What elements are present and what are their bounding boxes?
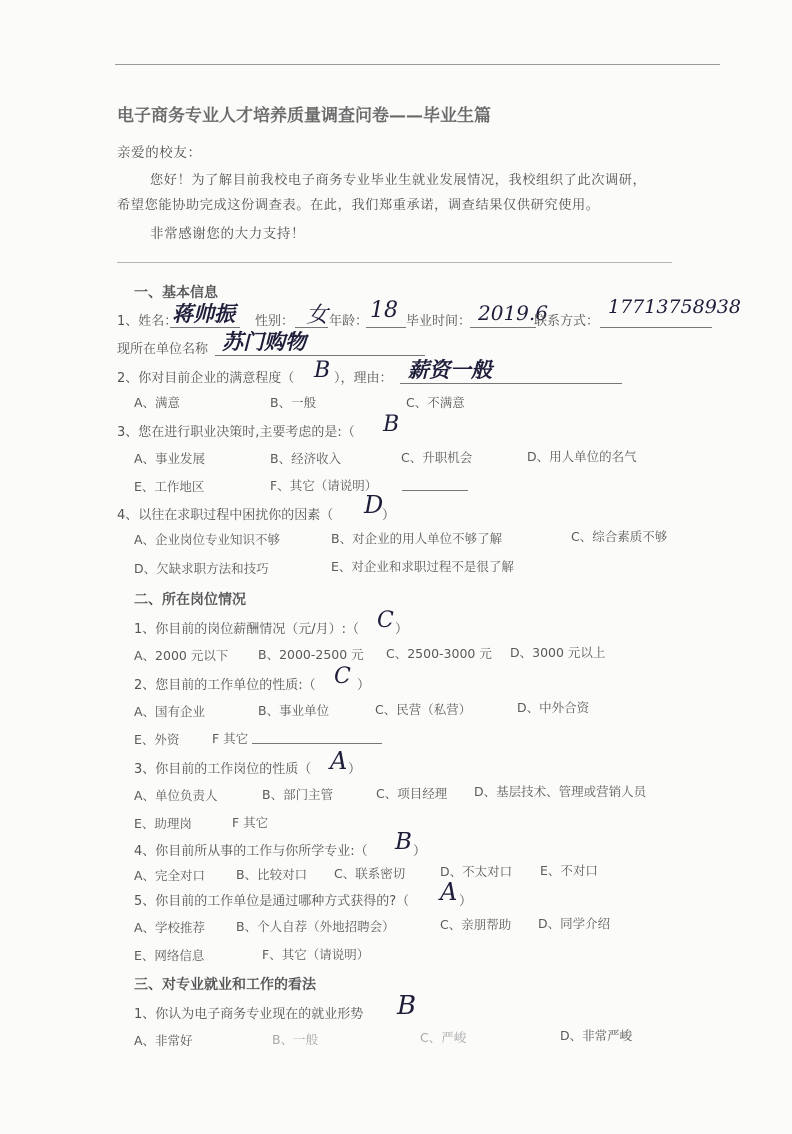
option: A、满意 xyxy=(134,395,181,410)
section-heading-views: 三、对专业就业和工作的看法 xyxy=(134,977,316,993)
option: E、外资 xyxy=(134,732,180,747)
option: C、联系密切 xyxy=(334,866,406,881)
option: A、单位负责人 xyxy=(134,788,218,803)
option: B、部门主管 xyxy=(262,787,334,802)
option: D、用人单位的名气 xyxy=(527,449,637,464)
q-career-decision: 3、您在进行职业决策时,主要考虑的是:（ xyxy=(117,425,355,440)
close-paren: ） xyxy=(357,678,371,693)
option: A、事业发展 xyxy=(134,451,206,466)
option: D、欠缺求职方法和技巧 xyxy=(134,561,269,576)
option: A、企业岗位专业知识不够 xyxy=(134,532,281,547)
q-major-match: 4、你目前所从事的工作与你所学专业:（ xyxy=(134,844,368,859)
age-value: 18 xyxy=(370,298,398,323)
option: F 其它 xyxy=(232,815,269,830)
option: F 其它 xyxy=(212,731,249,746)
other-underline xyxy=(252,743,382,744)
q-employment-outlook: 1、你认为电子商务专业现在的就业形势 xyxy=(134,1007,364,1022)
option: E、网络信息 xyxy=(134,948,205,963)
section-heading-position: 二、所在岗位情况 xyxy=(134,592,246,608)
intro-paragraph-line1: 您好！为了解目前我校电子商务专业毕业生就业发展情况，我校组织了此次调研， xyxy=(150,173,647,188)
option: B、比较对口 xyxy=(236,867,308,882)
gender-value: 女 xyxy=(306,303,329,328)
option: C、不满意 xyxy=(406,395,465,410)
q-job-search-obstacles: 4、以往在求职过程中困扰你的因素（ xyxy=(117,508,334,523)
intro-divider xyxy=(117,262,672,263)
option: D、不太对口 xyxy=(440,864,513,879)
employer-label: 现所在单位名称 xyxy=(117,342,209,357)
employer-underline xyxy=(215,355,425,356)
answer-salary: C xyxy=(377,608,394,633)
reason-label: ），理由： xyxy=(334,371,393,386)
option: C、严峻 xyxy=(420,1030,467,1045)
option: F、其它（请说明） xyxy=(270,478,378,493)
option: C、民营（私营） xyxy=(375,702,472,717)
option: C、2500-3000 元 xyxy=(386,646,492,661)
option: E、工作地区 xyxy=(134,479,205,494)
document-title: 电子商务专业人才培养质量调查问卷——毕业生篇 xyxy=(117,106,491,126)
option: A、非常好 xyxy=(134,1033,193,1048)
option: A、2000 元以下 xyxy=(134,648,229,663)
option: D、基层技术、管理或营销人员 xyxy=(474,784,647,799)
answer-employment-outlook: B xyxy=(397,991,417,1021)
thanks-line: 非常感谢您的大力支持！ xyxy=(150,226,306,242)
graduation-label: 毕业时间： xyxy=(406,314,472,329)
option: B、一般 xyxy=(270,395,317,410)
option: B、事业单位 xyxy=(258,703,330,718)
name-value: 蒋帅振 xyxy=(172,301,235,326)
option: C、项目经理 xyxy=(376,786,448,801)
answer-job-search-obstacles: D xyxy=(364,491,384,519)
option: D、3000 元以上 xyxy=(510,645,606,660)
option: A、国有企业 xyxy=(134,704,206,719)
option: D、中外合资 xyxy=(517,700,590,715)
age-label: 年龄： xyxy=(329,314,369,329)
answer-satisfaction: B xyxy=(314,358,331,383)
answer-career-decision: B xyxy=(383,412,400,437)
option: C、升职机会 xyxy=(401,450,473,465)
option: E、不对口 xyxy=(540,863,598,878)
answer-job-channel: A xyxy=(440,878,458,906)
intro-paragraph-line2: 希望您能协助完成这份调查表。在此，我们郑重承诺，调查结果仅供研究使用。 xyxy=(117,198,600,213)
employer-value: 苏门购物 xyxy=(222,329,306,354)
contact-underline xyxy=(600,327,712,328)
answer-position-type: A xyxy=(330,747,348,775)
contact-label: 联系方式： xyxy=(534,314,600,329)
q-satisfaction: 2、你对目前企业的满意程度（ xyxy=(117,371,295,386)
option: D、同学介绍 xyxy=(538,916,611,931)
option: B、个人自荐（外地招聘会） xyxy=(236,919,395,934)
close-paren: ） xyxy=(459,894,473,909)
option: E、助理岗 xyxy=(134,816,192,831)
reason-underline xyxy=(400,383,622,384)
option: B、经济收入 xyxy=(270,451,342,466)
name-label: 1、姓名： xyxy=(117,314,178,329)
age-underline xyxy=(366,327,406,328)
close-paren: ） xyxy=(395,622,409,637)
close-paren: ） xyxy=(413,844,427,859)
close-paren: ） xyxy=(348,762,362,777)
greeting: 亲爱的校友： xyxy=(117,145,202,161)
graduation-value: 2019.6 xyxy=(478,301,548,325)
option: F、其它（请说明） xyxy=(262,947,370,962)
option: C、综合素质不够 xyxy=(571,529,668,544)
q-salary: 1、你目前的岗位薪酬情况（元/月）:（ xyxy=(134,622,360,637)
option: A、学校推荐 xyxy=(134,920,206,935)
reason-value: 薪资一般 xyxy=(408,357,492,382)
gender-label: 性别： xyxy=(255,314,295,329)
top-rule xyxy=(115,64,720,65)
q-employer-type: 2、您目前的工作单位的性质:（ xyxy=(134,678,316,693)
q-position-type: 3、你目前的工作岗位的性质（ xyxy=(134,762,312,777)
contact-value: 17713758938 xyxy=(608,296,741,318)
section-heading-basic-info: 一、基本信息 xyxy=(134,285,218,301)
option: B、对企业的用人单位不够了解 xyxy=(331,531,503,546)
close-paren: ） xyxy=(382,508,396,523)
option: A、完全对口 xyxy=(134,868,206,883)
option: B、一般 xyxy=(272,1032,319,1047)
option: B、2000-2500 元 xyxy=(258,647,364,662)
option: D、非常严峻 xyxy=(560,1028,633,1043)
other-underline xyxy=(402,490,468,491)
graduation-underline xyxy=(470,327,536,328)
answer-major-match: B xyxy=(395,829,412,855)
answer-employer-type: C xyxy=(334,664,351,689)
option: E、对企业和求职过程不是很了解 xyxy=(331,559,514,574)
q-job-channel: 5、你目前的工作单位是通过哪种方式获得的?（ xyxy=(134,894,410,909)
option: C、亲朋帮助 xyxy=(440,917,512,932)
